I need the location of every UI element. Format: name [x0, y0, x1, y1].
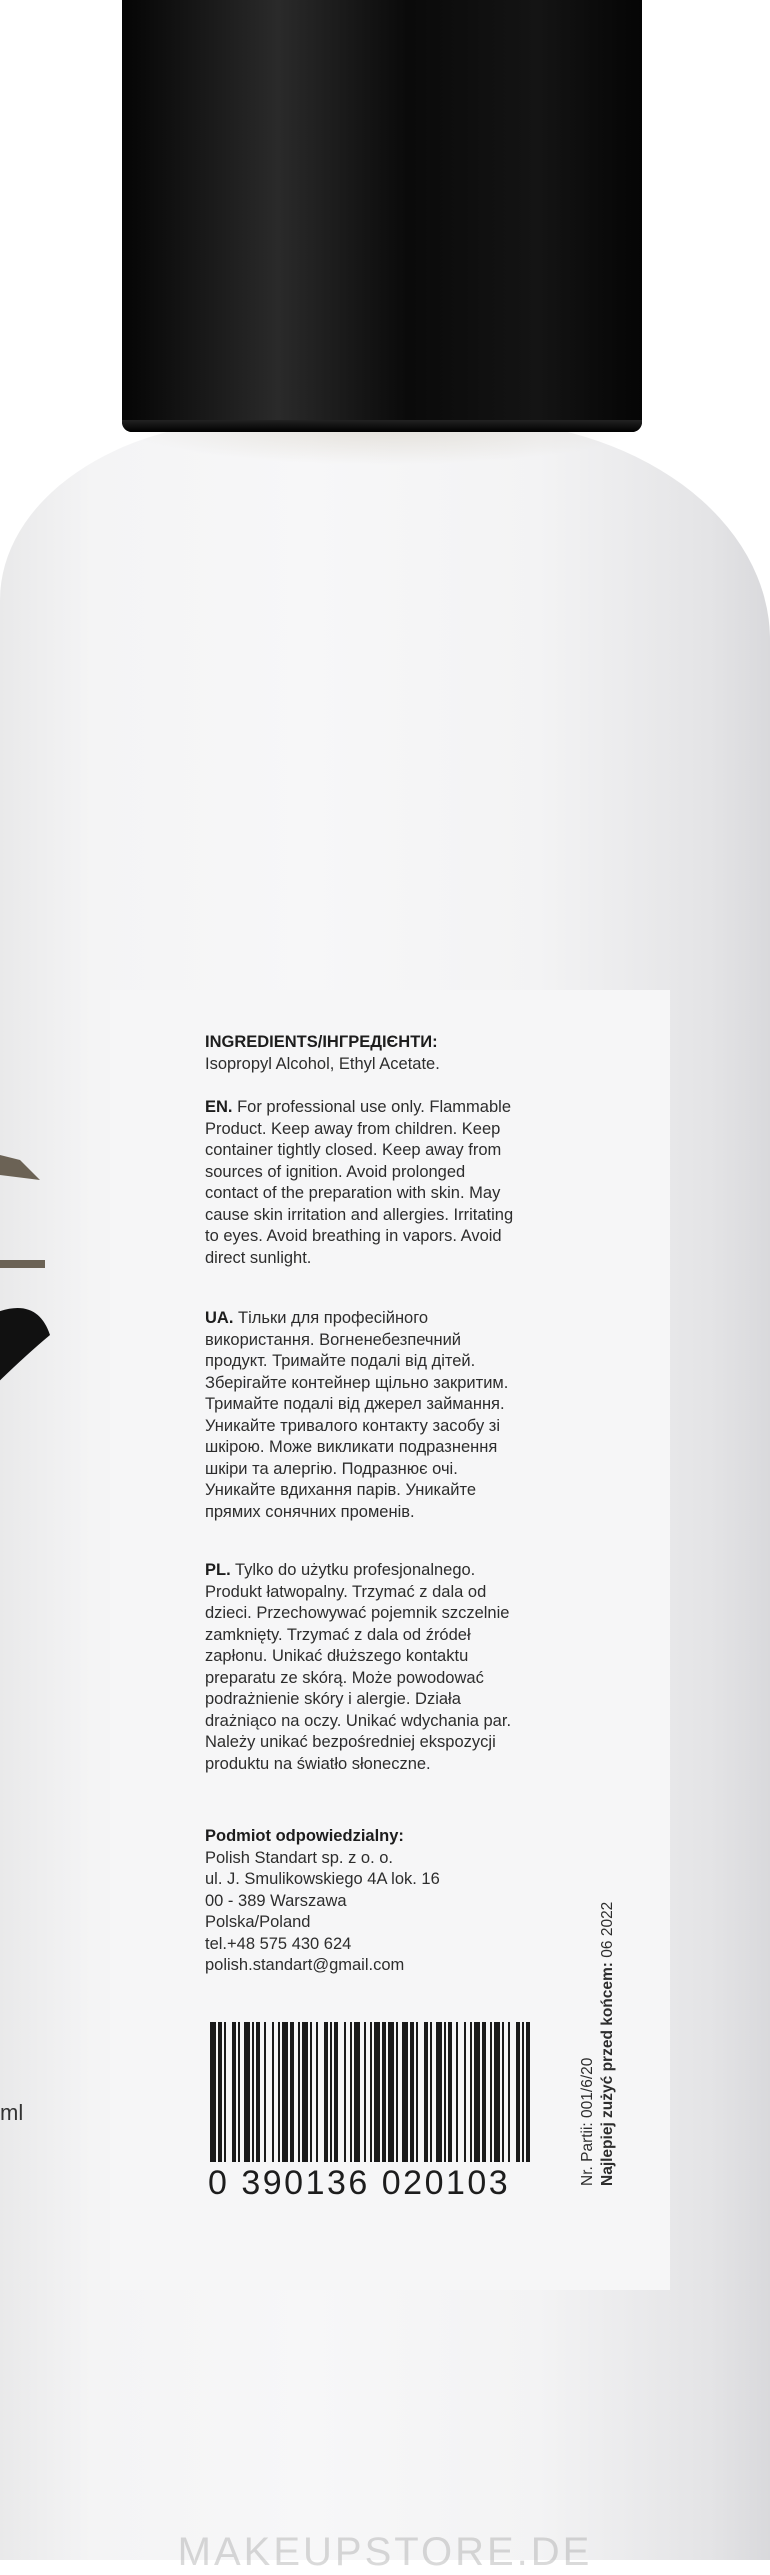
batch-value: 001/6/20	[579, 2057, 596, 2123]
barcode-bar	[344, 2022, 346, 2162]
ua-line: Уникайте тривалого контакту засобу зі	[205, 1416, 501, 1435]
responsible-heading: Podmiot odpowiedzialny:	[205, 1827, 404, 1845]
expiry-value: 06 2022	[599, 1901, 616, 1963]
barcode-bar	[316, 2022, 318, 2162]
pl-line: produktu na światło słoneczne.	[205, 1754, 431, 1773]
bottle-cap	[122, 0, 642, 432]
barcode-bar	[334, 2022, 338, 2162]
en-line: direct sunlight.	[205, 1248, 312, 1267]
barcode-bar	[278, 2022, 280, 2162]
barcode-bar	[490, 2022, 492, 2162]
cap-ridge	[122, 420, 642, 432]
ua-line: шкірою. Може викликати подразнення	[205, 1438, 498, 1456]
en-section	[205, 1097, 575, 1269]
watermark: MAKEUPSTORE.DE	[177, 2530, 593, 2574]
barcode-bar	[252, 2022, 254, 2162]
batch-label: Nr. Partii:	[579, 2122, 596, 2186]
pl-line: Produkt łatwopalny. Trzymać z dala od	[205, 1582, 487, 1601]
pl-line: Tylko do użytku profesjonalnego.	[230, 1561, 476, 1579]
barcode-bar	[374, 2022, 380, 2162]
ua-line: Уникайте вдихання парів. Уникайте	[205, 1481, 477, 1499]
barcode-bar	[516, 2022, 520, 2162]
ua-line: використання. Вогненебезпечний	[205, 1330, 462, 1349]
en-code: EN.	[205, 1098, 233, 1116]
pl-line: dzieci. Przechowywać pojemnik szczelnie	[205, 1604, 510, 1622]
side-volume-fragment: ml	[0, 2100, 24, 2125]
ua-line: Зберігайте контейнер щільно закритим.	[205, 1373, 509, 1392]
barcode-number: 0 390136 020103	[208, 2164, 511, 2202]
barcode-bar	[430, 2022, 432, 2162]
en-line: contact of the preparation with skin. May	[205, 1184, 501, 1202]
pl-line: podrażnienie skóry i alergie. Działa	[205, 1690, 461, 1708]
barcode-bar	[456, 2022, 458, 2162]
barcode-bar	[224, 2022, 226, 2162]
barcode-bar	[382, 2022, 386, 2162]
responsible-line: Polish Standart sp. z o. o.	[205, 1848, 394, 1867]
barcode-bar	[508, 2022, 510, 2162]
ua-line: продукт. Тримайте подалі від дітей.	[205, 1352, 476, 1370]
pl-line: preparatu ze skórą. Może powodować	[205, 1668, 484, 1687]
responsible-line: polish.standart@gmail.com	[205, 1956, 405, 1974]
barcode-bar	[402, 2022, 408, 2162]
barcode-bar	[424, 2022, 428, 2162]
barcode-bar	[244, 2022, 250, 2162]
barcode-bar	[272, 2022, 274, 2162]
ua-line: прямих сонячних променів.	[205, 1502, 415, 1521]
responsible-line: ul. J. Smulikowskiego 4A lok. 16	[205, 1870, 440, 1888]
pl-line: Należy unikać bezpośredniej ekspozycji	[205, 1733, 496, 1751]
barcode-bar	[238, 2022, 240, 2162]
barcode-bar	[310, 2022, 312, 2162]
barcode-bar	[256, 2022, 260, 2162]
barcode-bar	[388, 2022, 394, 2162]
barcode-bar	[370, 2022, 372, 2162]
barcode-bar	[416, 2022, 418, 2162]
en-line: to eyes. Avoid breathing in vapors. Avoid	[205, 1227, 502, 1245]
barcode-bar	[218, 2022, 222, 2162]
ua-line: шкіри та алергію. Подразнює очі.	[205, 1459, 458, 1478]
barcode-bar	[354, 2022, 360, 2162]
ingredients-heading: INGREDIENTS/ІНГРЕДІЄНТИ:	[205, 1033, 438, 1051]
barcode-bar	[464, 2022, 466, 2162]
barcode-bar	[324, 2022, 328, 2162]
barcode-bar	[494, 2022, 500, 2162]
barcode-bar	[232, 2022, 236, 2162]
barcode-bar	[282, 2022, 288, 2162]
en-line: container tightly closed. Keep away from	[205, 1141, 502, 1159]
responsible-line: 00 - 389 Warszawa	[205, 1891, 347, 1910]
ua-line: Тільки для професійного	[233, 1309, 429, 1327]
ua-code: UA.	[205, 1309, 234, 1327]
en-line: For professional use only. Flammable	[232, 1098, 511, 1116]
barcode-bar	[526, 2022, 530, 2162]
front-label-art-fragment	[0, 1120, 60, 1420]
barcode	[208, 2022, 538, 2172]
pl-section	[205, 1560, 575, 1775]
batch-info	[578, 1902, 618, 2186]
barcode-bar	[470, 2022, 472, 2162]
pl-code: PL.	[205, 1561, 231, 1579]
barcode-bar	[298, 2022, 300, 2162]
ua-section	[205, 1308, 575, 1523]
en-line: cause skin irritation and allergies. Irritating	[205, 1205, 514, 1224]
ua-line: Тримайте подалі від джерел займання.	[205, 1395, 505, 1413]
barcode-bar	[448, 2022, 452, 2162]
barcode-bar	[474, 2022, 480, 2162]
pl-line: zamknięty. Trzymać z dala od źródeł	[205, 1625, 471, 1644]
expiry-label: Najlepiej zużyć przed końcem:	[599, 1962, 616, 2186]
barcode-bar	[302, 2022, 308, 2162]
barcode-bar	[436, 2022, 442, 2162]
barcode-bar	[210, 2022, 216, 2162]
barcode-bar	[350, 2022, 352, 2162]
barcode-bar	[444, 2022, 446, 2162]
en-line: Product. Keep away from children. Keep	[205, 1119, 501, 1138]
barcode-bar	[410, 2022, 414, 2162]
barcode-bar	[396, 2022, 398, 2162]
ingredients-section	[205, 1032, 575, 1075]
barcode-bar	[482, 2022, 486, 2162]
pl-line: zapłonu. Unikać dłuższego kontaktu	[205, 1647, 469, 1665]
barcode-bar	[364, 2022, 366, 2162]
pl-line: drażniąco na oczy. Unikać wdychania par.	[205, 1711, 512, 1730]
barcode-bar	[522, 2022, 524, 2162]
en-line: sources of ignition. Avoid prolonged	[205, 1162, 466, 1181]
barcode-bar	[330, 2022, 332, 2162]
barcode-bar	[502, 2022, 504, 2162]
responsible-line: tel.+48 575 430 624	[205, 1934, 352, 1953]
barcode-bar	[290, 2022, 294, 2162]
responsible-section	[205, 1826, 575, 1977]
responsible-line: Polska/Poland	[205, 1913, 311, 1931]
barcode-bar	[264, 2022, 266, 2162]
ingredients-text: Isopropyl Alcohol, Ethyl Acetate.	[205, 1054, 440, 1073]
